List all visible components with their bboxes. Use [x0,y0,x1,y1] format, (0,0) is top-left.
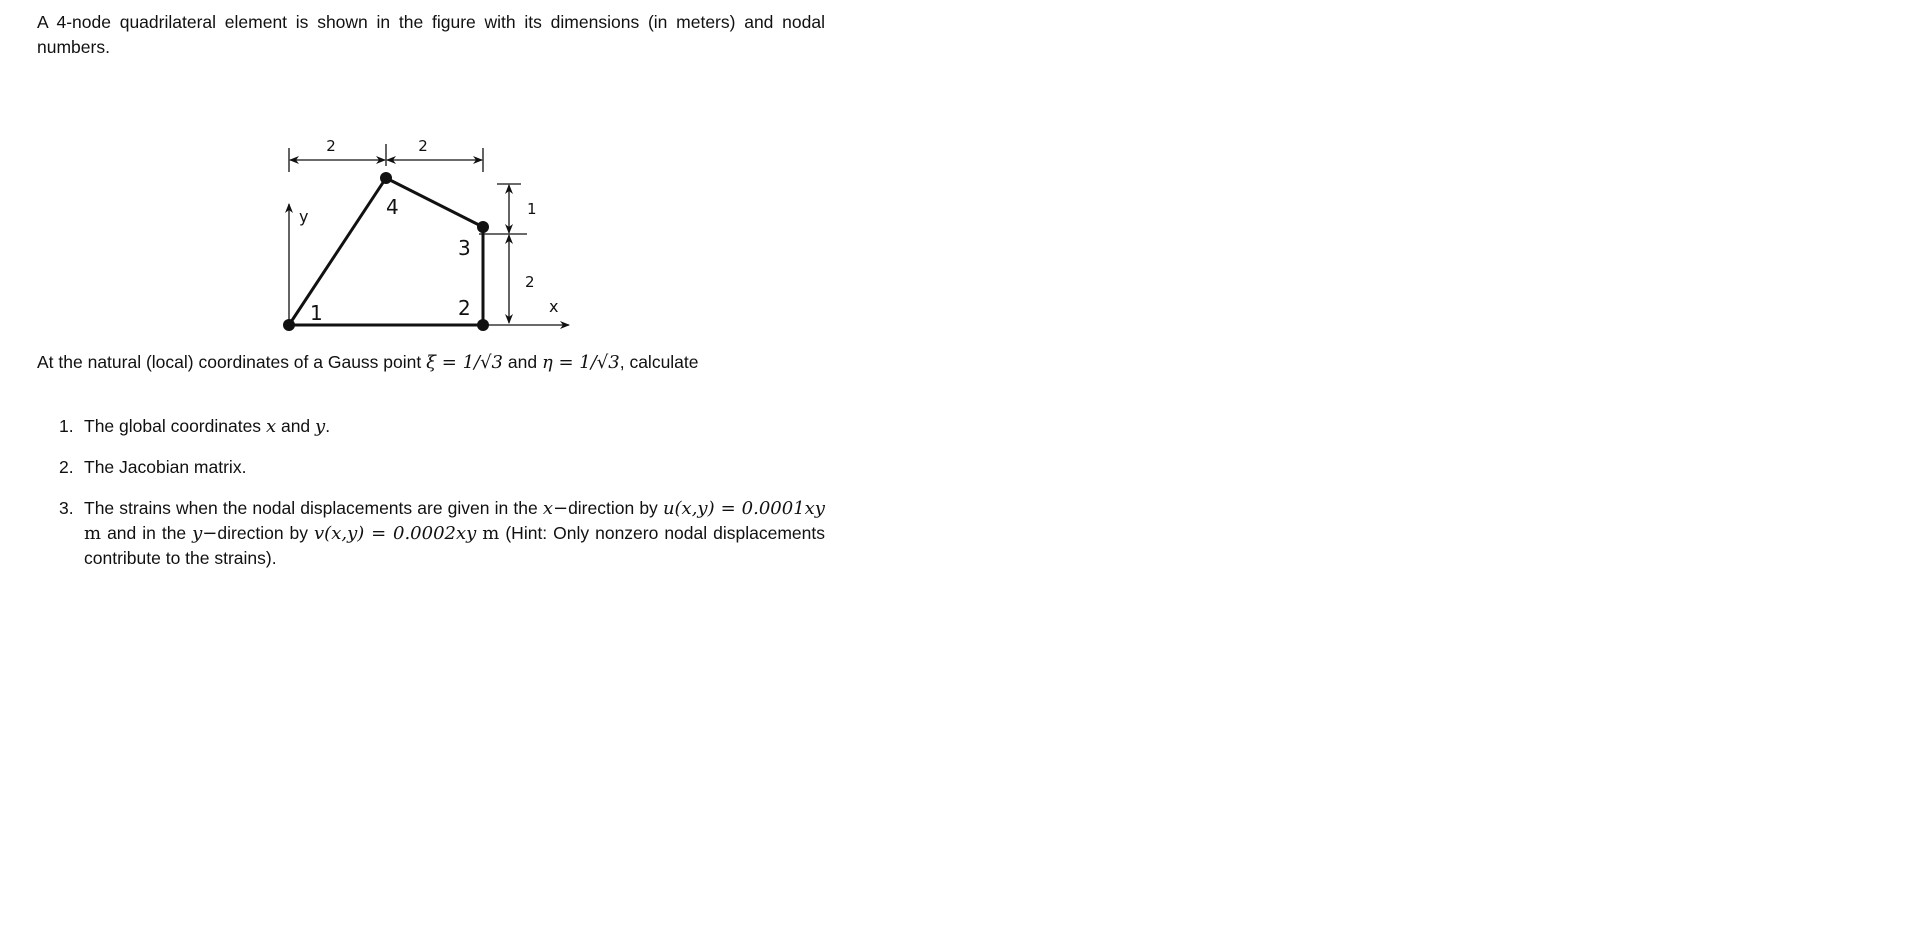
question-number: 2. [59,457,74,477]
node-label-1: 1 [310,301,323,325]
q3-x-dir: x− [542,498,569,519]
question-number: 1. [59,416,74,436]
x-axis-label: x [549,297,559,316]
prompt-lead: At the natural (local) coordinates of a Gauss point [37,352,422,372]
q3-unit-2: m [482,523,500,544]
q1-and: and [280,416,311,436]
eta-expression: η = 1/√3 [541,352,620,373]
node-point-3 [477,221,489,233]
node-label-2: 2 [458,296,471,320]
question-number: 3. [59,498,74,518]
dim-label-top-right: 2 [418,137,428,155]
q1-end: . [325,416,331,436]
node-label-3: 3 [458,236,471,260]
question-list [37,414,825,571]
dim-label-right-upper: 1 [527,200,537,218]
prompt-tail: , calculate [619,352,699,372]
question-item-2 [37,455,825,480]
question-item-3 [37,496,825,571]
gauss-point-prompt [37,350,825,375]
q3-y-dir: y− [192,523,218,544]
q1-x: x [265,416,277,437]
question-item-1 [37,414,825,439]
q3-text-b: direction by [568,498,658,518]
q3-v-expression: v(x,y) = 0.0002xy [314,523,477,544]
q3-text-d: direction by [217,523,309,543]
problem-page [37,10,825,587]
element-diagram [37,60,825,350]
node-label-4: 4 [386,195,399,219]
node-point-1 [283,319,295,331]
element-edge-4-1 [289,178,386,325]
prompt-conj: and [507,352,538,372]
xi-expression: ξ = 1/√3 [426,352,504,373]
q3-hint: (Hint: Only nonzero nodal displacements contribute to the strains). [84,523,825,568]
element-figure [37,60,825,350]
y-axis-label: y [299,207,309,226]
node-point-4 [380,172,392,184]
q3-text-a: The strains when the nodal displacements are given in the [84,498,538,518]
q1-text-a: The global coordinates [84,416,262,436]
node-point-2 [477,319,489,331]
dim-label-top-left: 2 [326,137,336,155]
q3-u-expression: u(x,y) = 0.0001xy [662,498,825,519]
q1-y: y [315,416,326,437]
dim-label-right-lower: 2 [525,273,535,291]
element-edge-3-4 [386,178,483,227]
problem-intro: A 4-node quadrilateral element is shown in the figure with its dimensions (in meters) and nodal numbers. [37,12,825,57]
q3-text-c: and in the [107,523,187,543]
q2-text: The Jacobian matrix. [84,457,247,477]
q3-unit-1: m [84,523,102,544]
